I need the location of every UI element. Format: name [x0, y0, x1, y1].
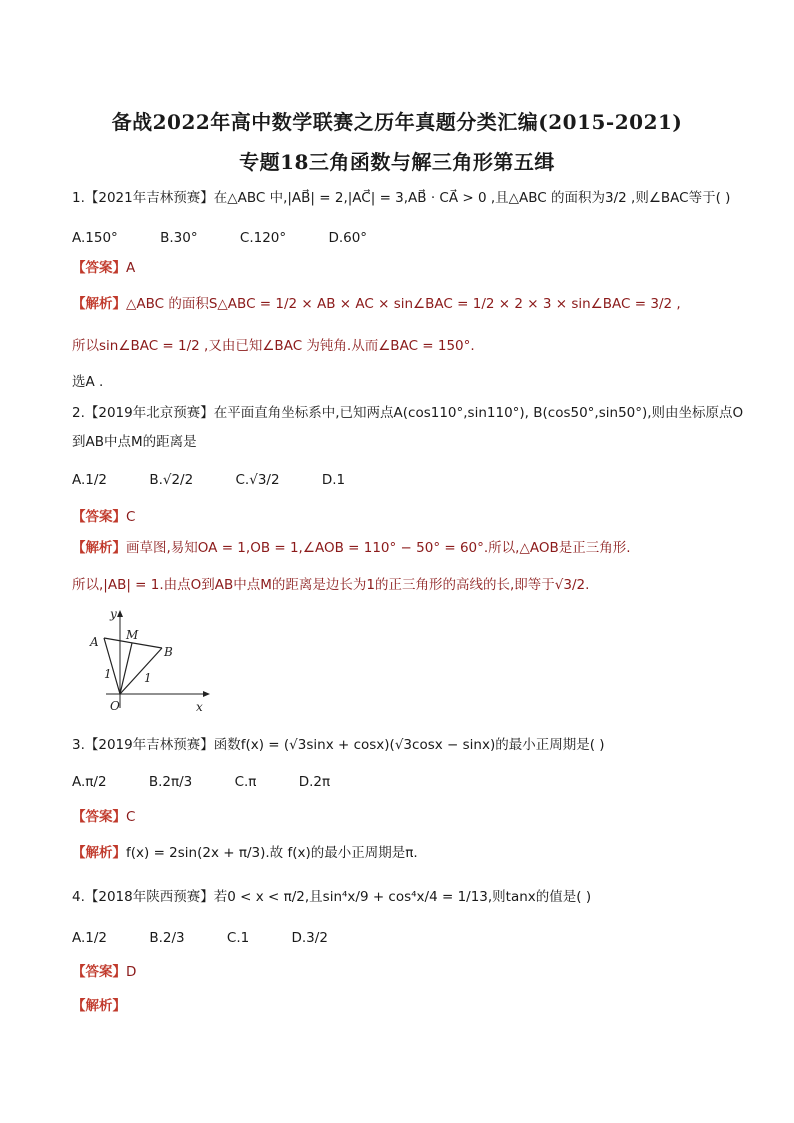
q2-answer-row: [72, 507, 135, 527]
q3-answer-label: 【答案】: [72, 809, 126, 825]
x-axis-arrow-icon: [203, 691, 210, 697]
q1-analysis-row: [72, 294, 681, 314]
q2-options: [72, 470, 383, 490]
q3-option-b: B.2π/3: [148, 774, 193, 790]
q2-analysis-line-2: 所以,|AB| = 1.由点O到AB中点M的距离是边长为1的正三角形的高线的长,即等于√3/2.: [72, 577, 590, 593]
q1-analysis-line-3: 选A .: [72, 374, 104, 390]
q2-analysis-row: [72, 538, 631, 558]
q2-analysis-label: 【解析】: [72, 540, 126, 556]
q2-stem-line-2: 到AB中点M的距离是: [72, 434, 197, 450]
q3-stem: 3.【2019年吉林预赛】函数f(x) = (√3sinx + cosx)(√3cosx − sinx)的最小正周期是( ): [72, 737, 605, 753]
q4-option-a: A.1/2: [72, 930, 108, 946]
q1-option-a: A.150°: [72, 230, 118, 246]
q3-analysis-label: 【解析】: [72, 845, 126, 861]
q2-option-a: A.1/2: [72, 472, 108, 488]
document-title: 备战2022年高中数学联赛之历年真题分类汇编(2015-2021): [111, 110, 683, 134]
q4-option-c: C.1: [226, 930, 250, 946]
q4-options: [72, 928, 366, 948]
q1-answer-label: 【答案】: [72, 260, 126, 276]
q4-analysis-label: 【解析】: [72, 998, 126, 1014]
y-axis-arrow-icon: [117, 610, 123, 617]
q2-analysis-line-1: 画草图,易知OA = 1,OB = 1,∠AOB = 110° − 50° = 60°.所以,△AOB是正三角形.: [126, 540, 631, 556]
q1-option-c: C.120°: [239, 230, 287, 246]
y-axis-label: y: [110, 607, 117, 621]
q1-option-b: B.30°: [160, 230, 198, 246]
q4-stem: 4.【2018年陕西预赛】若0 < x < π/2,且sin⁴x/9 + cos⁴x/4 = 1/13,则tanx的值是( ): [72, 889, 592, 905]
q3-answer: C: [126, 809, 136, 825]
q1-analysis-line-1: △ABC 的面积S△ABC = 1/2 × AB × AC × sin∠BAC = 1/2 × 2 × 3 × sin∠BAC = 3/2 ,: [126, 296, 681, 312]
point-a-label: A: [90, 635, 99, 649]
x-axis-label: x: [196, 700, 203, 714]
q1-stem: 1.【2021年吉林预赛】在△ABC 中,|AB⃗| = 2,|AC⃗| = 3,AB⃗ · CA⃗ > 0 ,且△ABC 的面积为3/2 ,则∠BAC等于( ): [72, 190, 731, 206]
segment-om: [120, 643, 132, 694]
q2-stem-line-1: 2.【2019年北京预赛】在平面直角坐标系中,已知两点A(cos110°,sin110°), B(cos50°,sin50°),则由坐标原点O: [72, 405, 744, 421]
q2-option-c: C.√3/2: [235, 472, 280, 488]
segment-oa: [104, 638, 120, 694]
q2-option-b: B.√2/2: [149, 472, 194, 488]
q1-answer: A: [126, 260, 136, 276]
q3-option-a: A.π/2: [72, 774, 107, 790]
q1-options: [72, 228, 405, 248]
q1-analysis-line-2: 所以sin∠BAC = 1/2 ,又由已知∠BAC 为钝角.从而∠BAC = 150°.: [72, 338, 475, 354]
q3-analysis-row: [72, 843, 418, 863]
q2-answer-label: 【答案】: [72, 509, 126, 525]
q4-answer-row: [72, 962, 136, 982]
q3-answer-row: [72, 807, 135, 827]
q4-option-b: B.2/3: [149, 930, 185, 946]
document-subtitle: 专题18三角函数与解三角形第五缉: [239, 150, 555, 174]
q3-analysis: f(x) = 2sin(2x + π/3).故 f(x)的最小正周期是π.: [126, 845, 418, 861]
q1-answer-row: [72, 258, 135, 278]
point-b-label: B: [164, 645, 173, 659]
q4-answer-label: 【答案】: [72, 964, 126, 980]
origin-label: O: [110, 699, 120, 713]
q4-answer: D: [126, 964, 137, 980]
q4-option-d: D.3/2: [291, 930, 328, 946]
q3-option-d: D.2π: [298, 774, 331, 790]
q4-analysis-row: [72, 996, 126, 1016]
q3-options: [72, 772, 368, 792]
q2-option-d: D.1: [321, 472, 346, 488]
q3-option-c: C.π: [234, 774, 257, 790]
point-m-label: M: [126, 628, 139, 642]
q2-figure: [86, 606, 216, 716]
side-oa-label: 1: [104, 667, 112, 681]
segment-ob: [120, 648, 162, 694]
q2-answer: C: [126, 509, 136, 525]
q1-analysis-label: 【解析】: [72, 296, 126, 312]
side-ob-label: 1: [144, 671, 152, 685]
q1-option-d: D.60°: [328, 230, 368, 246]
